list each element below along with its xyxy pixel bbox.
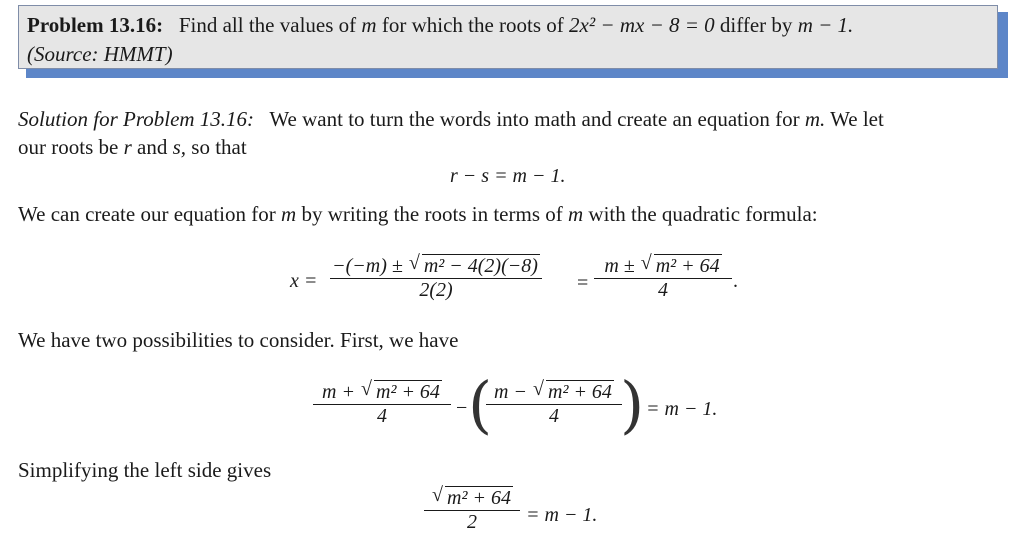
qf-numerator-2 bbox=[594, 254, 732, 278]
line2-text-b: so that bbox=[191, 135, 247, 159]
problem-var-m: m bbox=[361, 13, 377, 37]
eq4-rhs: = m − 1. bbox=[526, 504, 598, 526]
eq3-radicand-2: m² + 64 bbox=[548, 381, 612, 403]
qf-radicand-1: m² − 4(2)(−8) bbox=[423, 255, 538, 277]
eq3-radicand-1: m² + 64 bbox=[376, 381, 440, 403]
problem-text-a: Find all the values of bbox=[178, 13, 357, 37]
sqrt-radical-2: √ m² + 64 bbox=[640, 252, 720, 277]
solution-intro-text: We want to turn the words into math and create an equation for bbox=[269, 107, 800, 131]
var-r: r bbox=[123, 135, 132, 159]
eq3-minus: − bbox=[456, 397, 468, 419]
problem-text-b: for which the roots of bbox=[381, 13, 564, 37]
right-parenthesis: ) bbox=[620, 368, 645, 441]
qf-fraction-1 bbox=[330, 254, 542, 302]
para2-var2: m bbox=[568, 202, 584, 226]
var-s: s, bbox=[172, 135, 187, 159]
qf-equals: = bbox=[577, 272, 589, 294]
and-word: and bbox=[137, 135, 168, 159]
problem-statement bbox=[27, 13, 853, 38]
qf-period: . bbox=[733, 270, 738, 292]
paragraph-simplifying: Simplifying the left side gives bbox=[18, 458, 272, 482]
eq4-fraction bbox=[424, 486, 520, 534]
sqrt-radical-5: √ m² + 64 bbox=[432, 484, 511, 509]
problem-equation: 2x² − mx − 8 = 0 bbox=[569, 13, 715, 37]
problem-difference: m − 1. bbox=[797, 13, 854, 37]
para2-text-b: by writing the roots in terms of bbox=[301, 202, 563, 226]
eq3-fraction-2 bbox=[486, 380, 622, 428]
solution-intro-var: m. bbox=[804, 107, 826, 131]
paragraph-two-possibilities: We have two possibilities to consider. First, we have bbox=[18, 328, 459, 352]
eq3-num1-prefix: m + bbox=[322, 381, 355, 403]
qf-num2-prefix: m ± bbox=[604, 255, 635, 277]
problem-source: (Source: HMMT) bbox=[27, 42, 173, 66]
qf-denominator-1: 2(2) bbox=[419, 279, 453, 301]
sqrt-radical-3: √ m² + 64 bbox=[361, 378, 440, 403]
sqrt-radical-1: √ m² − 4(2)(−8) bbox=[408, 252, 538, 277]
problem-box bbox=[18, 5, 998, 69]
para2-text-c: with the quadratic formula: bbox=[588, 202, 818, 226]
qf-fraction-2 bbox=[594, 254, 732, 302]
eq3-numerator-1 bbox=[313, 380, 451, 404]
problem-label: Problem 13.16: bbox=[27, 13, 164, 37]
sqrt-radical-4: √ m² + 64 bbox=[533, 378, 612, 403]
eq4-denominator: 2 bbox=[467, 511, 477, 533]
eq4-radicand: m² + 64 bbox=[447, 487, 511, 509]
solution-label: Solution for Problem 13.16: bbox=[18, 107, 255, 131]
eq3-numerator-2 bbox=[486, 380, 622, 404]
line2-text-a: our roots be bbox=[18, 135, 119, 159]
qf-radicand-2: m² + 64 bbox=[655, 255, 720, 277]
qf-denominator-2: 4 bbox=[658, 279, 668, 301]
eq3-denominator-1: 4 bbox=[377, 405, 387, 427]
para2-text-a: We can create our equation for bbox=[18, 202, 276, 226]
eq3-num2-prefix: m − bbox=[494, 381, 527, 403]
left-parenthesis: ( bbox=[468, 368, 493, 441]
qf-lhs: x = bbox=[290, 270, 318, 292]
eq3-denominator-2: 4 bbox=[549, 405, 559, 427]
solution-intro-text2: We let bbox=[830, 107, 884, 131]
solution-intro-line bbox=[18, 107, 884, 132]
equation-r-minus-s: r − s = m − 1. bbox=[450, 165, 566, 187]
eq3-fraction-1 bbox=[313, 380, 451, 428]
qf-num1-prefix: −(−m) ± bbox=[332, 255, 403, 277]
qf-numerator-1 bbox=[330, 254, 542, 278]
eq4-numerator bbox=[424, 486, 520, 510]
para2-var: m bbox=[281, 202, 297, 226]
solution-line2 bbox=[18, 135, 247, 160]
paragraph-quadratic-formula bbox=[18, 202, 818, 227]
eq3-rhs: = m − 1. bbox=[646, 398, 718, 420]
problem-text-c: differ by bbox=[719, 13, 793, 37]
